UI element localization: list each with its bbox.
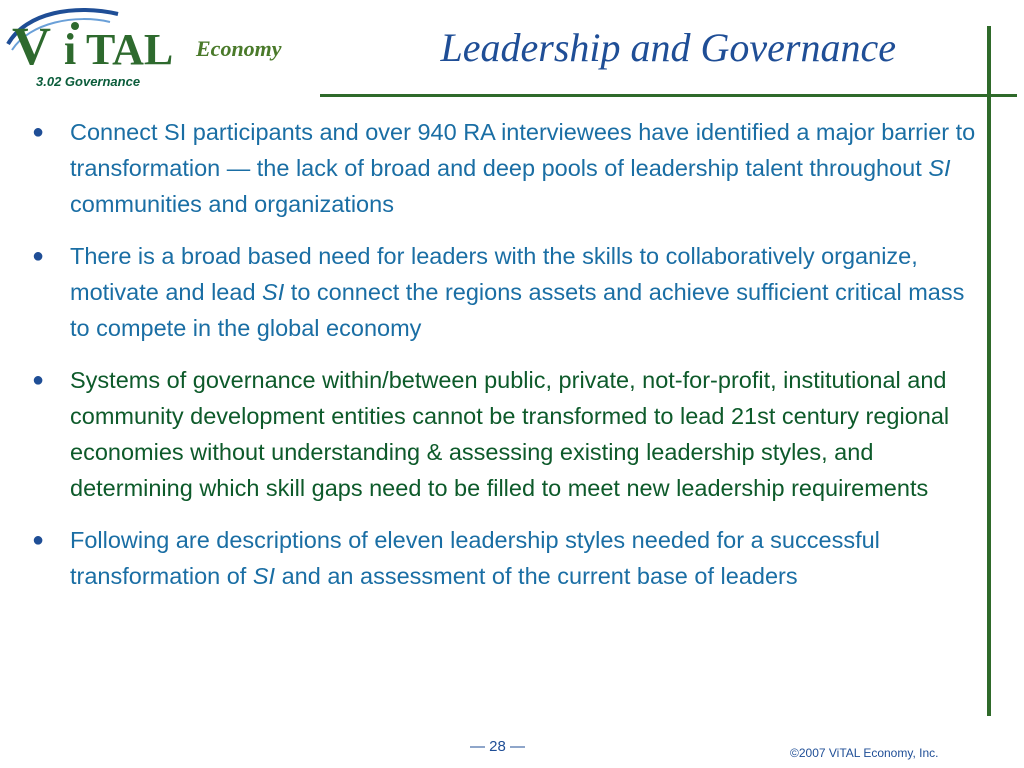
vertical-rule [987,26,991,716]
vital-economy-logo [6,4,296,72]
bullet-dot-icon: ● [32,369,45,391]
bullet-dot-icon: ● [32,121,45,143]
copyright: ©2007 ViTAL Economy, Inc. [790,746,939,760]
bullet-list [24,114,982,610]
bullet-item: ● Systems of governance within/between public, private, not-for-profit, institutional and community development entities cannot be transformed to lead 21st century regional economies without understanding & assessing existing leadership styles, and determining which skill gaps need to be filled to meet new leadership requirements [24,362,982,506]
bullet-dot-icon: ● [32,245,45,267]
bullet-item: ● Following are descriptions of eleven leadership styles needed for a successful transformation of SI and an assessment of the current base of leaders [24,522,982,594]
bullet-item: ● There is a broad based need for leaders with the skills to collaboratively organize, motivate and lead SI to connect the regions assets and achieve sufficient critical mass to compete in the global economy [24,238,982,346]
page-number: — 28 — [470,738,526,755]
svg-text:i: i [64,25,77,72]
slide-title: Leadership and Governance [440,25,896,70]
svg-text:V: V [12,16,51,72]
svg-text:Economy: Economy [196,36,282,61]
horizontal-rule [320,94,1017,97]
section-label: 3.02 Governance [36,74,141,89]
bullet-dot-icon: ● [32,529,45,551]
svg-text:TAL: TAL [86,25,174,72]
bullet-item: ● Connect SI participants and over 940 RA interviewees have identified a major barrier to transformation — the lack of broad and deep pools of leadership talent throughout SI communities and organizations [24,114,982,222]
